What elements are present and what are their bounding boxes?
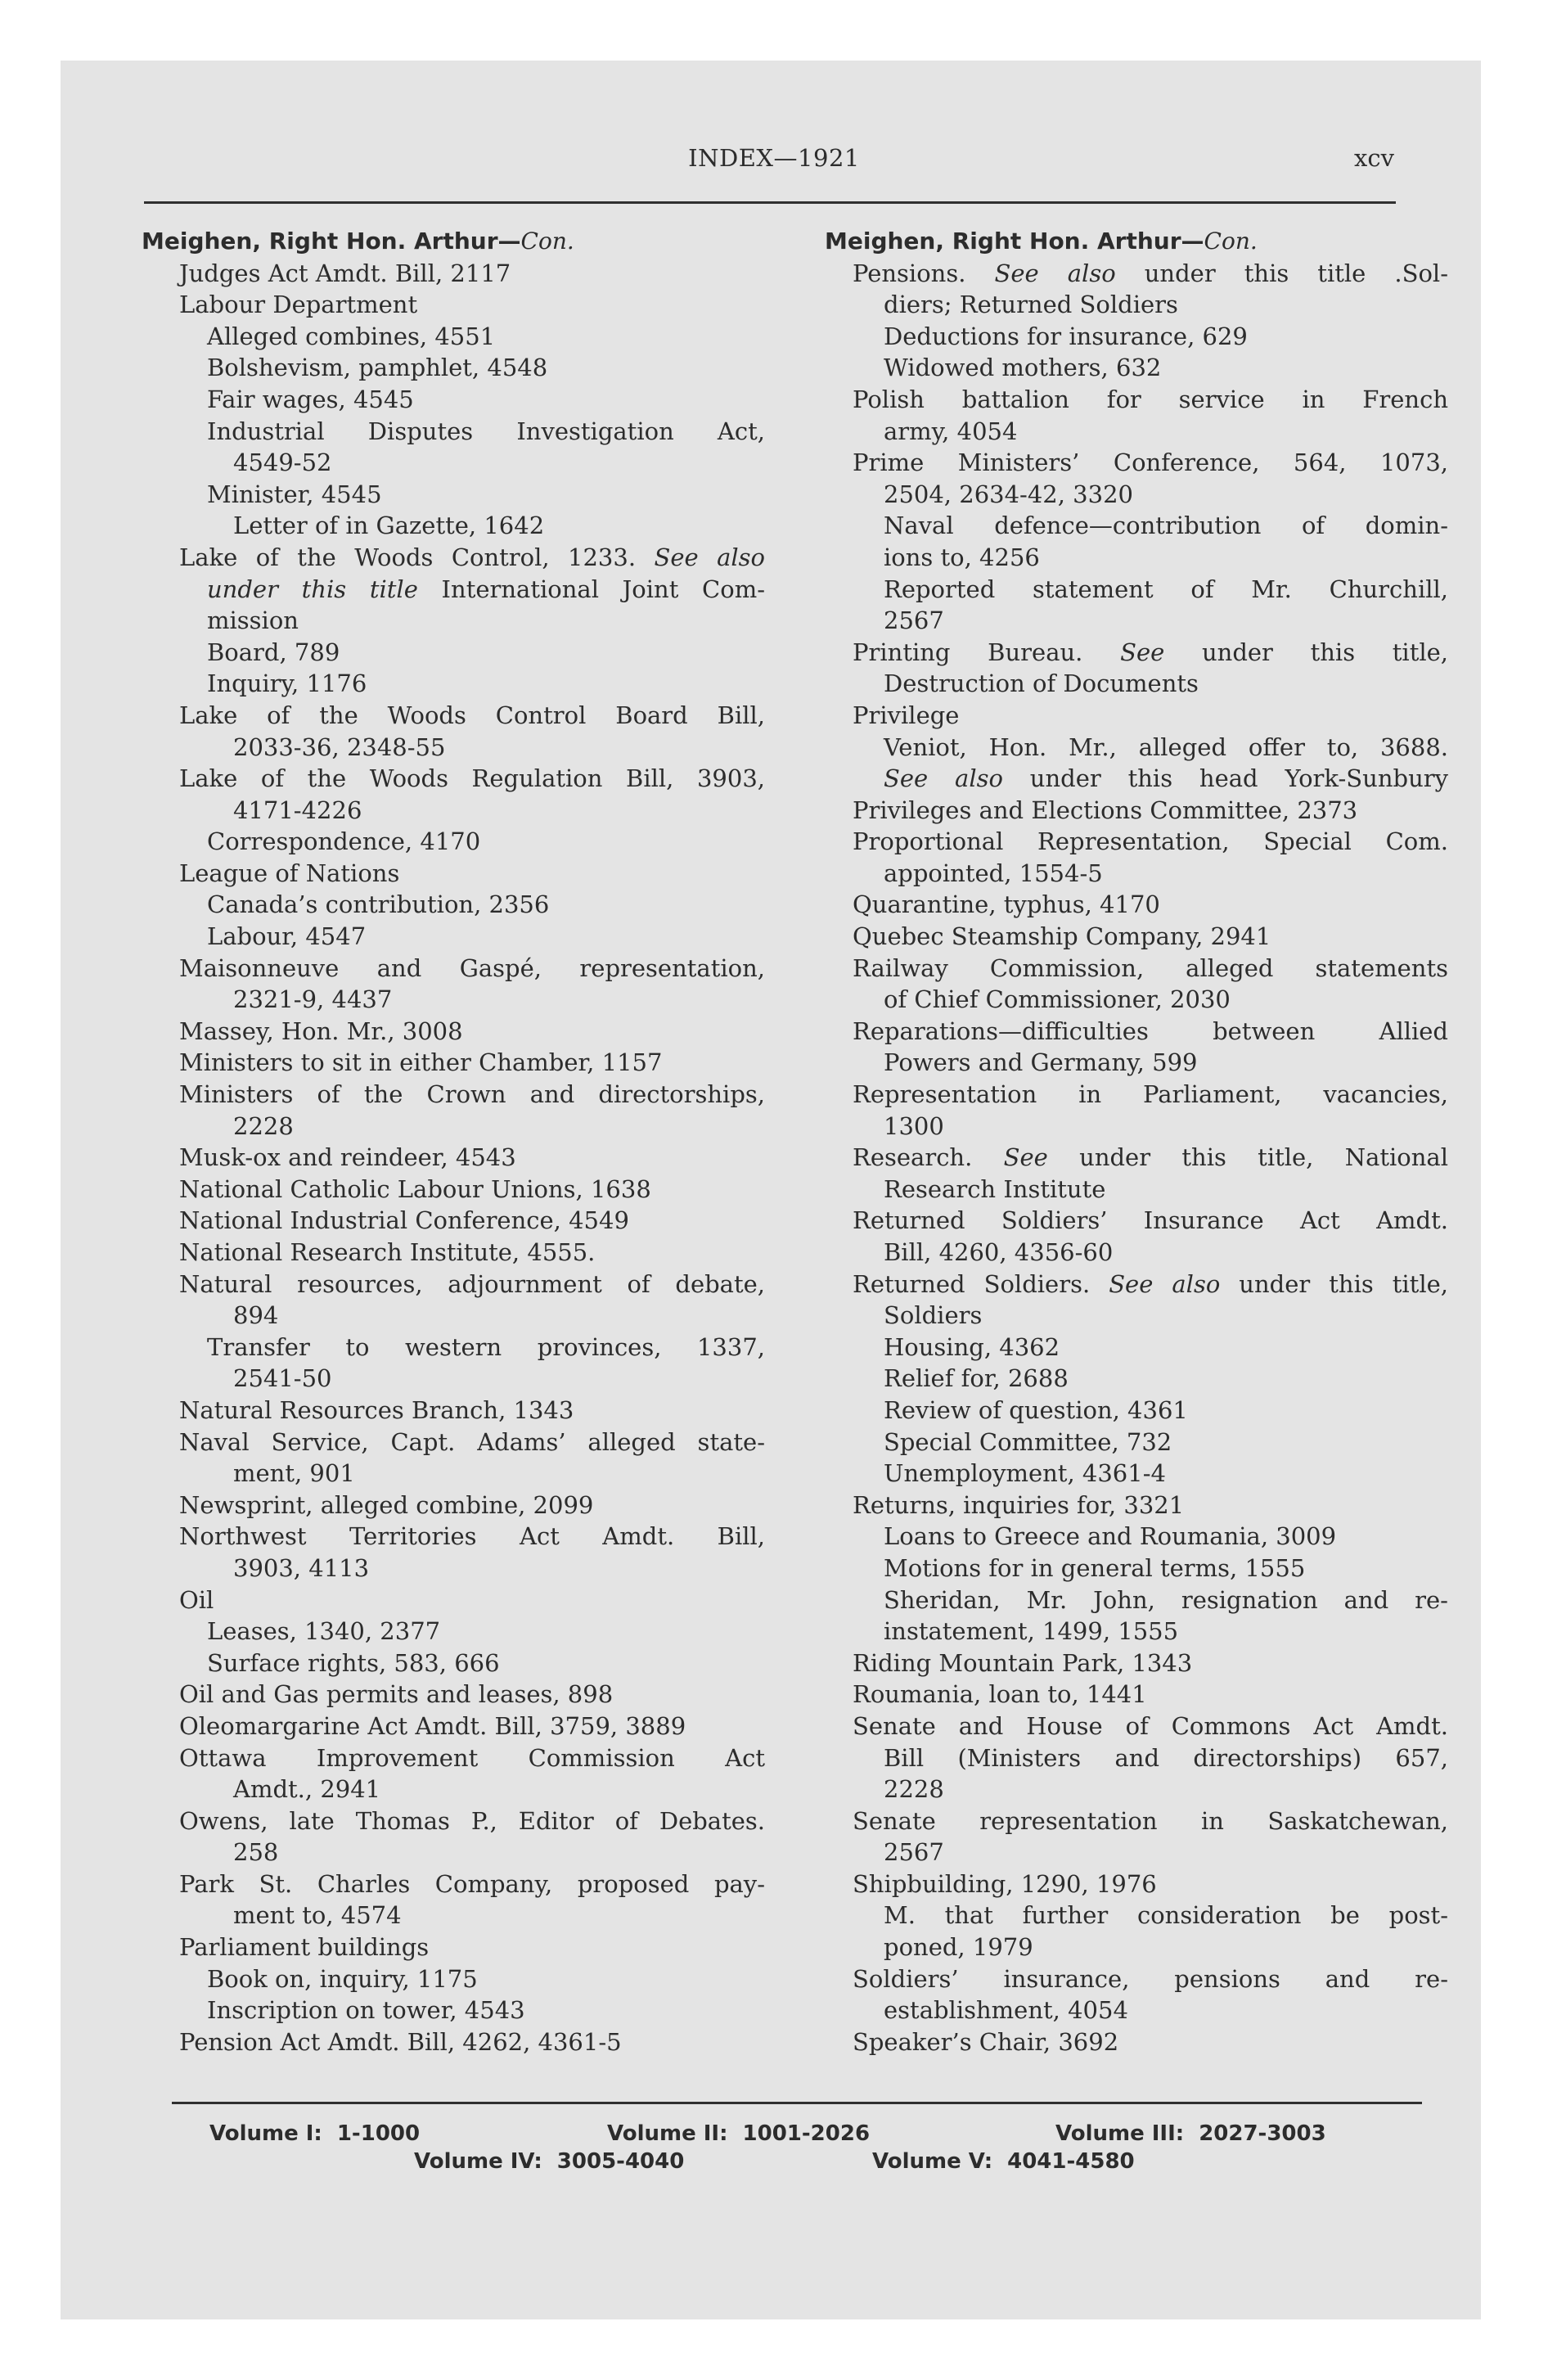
index-entry-line <box>825 352 1448 384</box>
volume-key: Volume I: 1-1000 <box>209 2121 421 2146</box>
header-rule <box>144 201 1396 204</box>
text-fragment: 2228 <box>884 1775 944 1804</box>
index-entry-line <box>142 889 765 921</box>
index-entry-line <box>825 858 1448 890</box>
index-entry-line <box>825 321 1448 353</box>
index-entry-line <box>142 510 765 542</box>
text-fragment: Soldiers <box>884 1301 983 1330</box>
text-fragment: Lake of the Woods Control Board Bill, <box>179 701 765 729</box>
italic-fragment: See also <box>994 259 1116 287</box>
text-fragment: National Industrial Conference, 4549 <box>179 1206 629 1235</box>
index-entry-line <box>825 1174 1448 1206</box>
volume-key: Volume II: 1001-2026 <box>607 2121 871 2146</box>
index-entry-line <box>142 858 765 890</box>
text-fragment: Sheridan, Mr. John, resignation and re- <box>884 1585 1448 1614</box>
index-entry-line <box>825 795 1448 827</box>
text-fragment: National Catholic Labour Unions, 1638 <box>179 1174 651 1203</box>
text-fragment: under this title .Sol- <box>1115 259 1448 287</box>
index-entry-line <box>825 384 1448 416</box>
text-fragment: Oil <box>179 1585 214 1614</box>
text-fragment: 2228 <box>233 1111 294 1140</box>
index-entry-line <box>142 826 765 858</box>
text-fragment: Polish battalion for service in French <box>853 385 1448 413</box>
text-fragment: Special Committee, 732 <box>884 1427 1172 1456</box>
index-entry-line <box>825 1427 1448 1458</box>
text-fragment: Deductions for insurance, 629 <box>884 322 1248 350</box>
text-fragment: diers; Returned Soldiers <box>884 291 1178 319</box>
index-entry-line <box>142 1047 765 1079</box>
text-fragment: Inquiry, 1176 <box>207 669 367 698</box>
text-fragment: Bolshevism, pamphlet, 4548 <box>207 354 548 382</box>
text-fragment: Surface rights, 583, 666 <box>207 1648 500 1677</box>
index-entry-line <box>142 1868 765 1900</box>
text-fragment: Leases, 1340, 2377 <box>207 1617 441 1646</box>
index-entry-line <box>825 1900 1448 1931</box>
text-fragment: Speaker’s Chair, 3692 <box>853 2027 1119 2056</box>
italic-fragment: See also <box>884 764 1003 793</box>
entry-list <box>142 258 765 2058</box>
text-fragment: Board, 789 <box>207 638 340 666</box>
index-entry-line <box>142 1584 765 1616</box>
text-fragment: establishment, 4054 <box>884 1996 1128 2025</box>
index-entry-line <box>825 1300 1448 1332</box>
text-fragment: 2504, 2634-42, 3320 <box>884 480 1133 508</box>
index-entry-line <box>825 1995 1448 2026</box>
text-fragment: Ministers of the Crown and directorships, <box>179 1080 765 1109</box>
entry-list <box>825 258 1448 2058</box>
text-fragment: 2033-36, 2348-55 <box>233 732 446 761</box>
index-entry-line <box>142 1111 765 1143</box>
text-fragment: appointed, 1554-5 <box>884 859 1103 887</box>
text-fragment: Parliament buildings <box>179 1933 430 1962</box>
text-fragment: Quarantine, typhus, 4170 <box>853 890 1160 919</box>
text-fragment: Massey, Hon. Mr., 3008 <box>179 1016 463 1045</box>
index-entry-line <box>142 637 765 669</box>
page-header-title: INDEX—1921 <box>688 144 860 172</box>
volume-key: Volume III: 2027-3003 <box>1055 2121 1326 2146</box>
text-fragment: 2541-50 <box>233 1364 332 1393</box>
index-entry-line <box>142 953 765 985</box>
footer-rule <box>172 2102 1422 2104</box>
index-entry-line <box>825 1363 1448 1395</box>
index-entry-line <box>142 1616 765 1648</box>
text-fragment: 4171-4226 <box>233 796 362 824</box>
index-entry-line <box>825 1269 1448 1300</box>
index-entry-line <box>825 1142 1448 1174</box>
index-entry-line <box>825 1805 1448 1837</box>
text-fragment: Correspondence, 4170 <box>207 827 481 856</box>
text-fragment: Transfer to western provinces, 1337, <box>207 1332 765 1361</box>
index-entry-line <box>825 1458 1448 1490</box>
text-fragment: Judges Act Amdt. Bill, 2117 <box>179 259 511 287</box>
index-entry-line <box>825 1648 1448 1679</box>
text-fragment: Naval Service, Capt. Adams’ alleged state- <box>179 1427 765 1456</box>
volume-key: Volume IV: 3005-4040 <box>414 2149 685 2174</box>
index-entry-line <box>142 1300 765 1332</box>
index-entry-line <box>142 1269 765 1300</box>
index-entry-line <box>142 1458 765 1490</box>
text-fragment: Canada’s contribution, 2356 <box>207 890 550 919</box>
index-entry-line <box>142 1490 765 1521</box>
index-entry-line <box>825 1205 1448 1237</box>
index-entry-line <box>142 1395 765 1427</box>
text-fragment: instatement, 1499, 1555 <box>884 1617 1179 1646</box>
index-entry-line <box>142 574 765 606</box>
index-entry-line <box>142 416 765 448</box>
text-fragment: Representation in Parliament, vacancies, <box>853 1080 1448 1109</box>
text-fragment: National Research Institute, 4555. <box>179 1238 596 1266</box>
index-entry-line <box>825 447 1448 479</box>
volume-key: Volume V: 4041-4580 <box>872 2149 1135 2174</box>
text-fragment: Natural resources, adjournment of debate, <box>179 1269 765 1298</box>
text-fragment: 3903, 4113 <box>233 1553 370 1582</box>
index-entry-line <box>825 416 1448 448</box>
index-entry-line <box>825 510 1448 542</box>
index-entry-line <box>142 1174 765 1206</box>
index-entry-line <box>825 1237 1448 1269</box>
text-fragment: Returned Soldiers. <box>853 1269 1109 1298</box>
text-fragment: Letter of in Gazette, 1642 <box>233 512 545 540</box>
text-fragment: Park St. Charles Company, proposed pay- <box>179 1869 765 1898</box>
index-entry-line <box>825 258 1448 290</box>
text-fragment: Bill (Ministers and directorships) 657, <box>884 1743 1448 1772</box>
text-fragment: Prime Ministers’ Conference, 564, 1073, <box>853 449 1448 477</box>
text-fragment: Minister, 4545 <box>207 480 382 508</box>
index-entry-line <box>142 352 765 384</box>
text-fragment: Lake of the Woods Control, 1233. <box>179 543 655 571</box>
index-entry-line <box>825 1332 1448 1364</box>
text-fragment: Housing, 4362 <box>884 1332 1060 1361</box>
index-entry-line <box>825 1963 1448 1995</box>
text-fragment: Unemployment, 4361-4 <box>884 1459 1166 1488</box>
text-fragment: Shipbuilding, 1290, 1976 <box>853 1869 1157 1898</box>
text-fragment: Bill, 4260, 4356-60 <box>884 1238 1114 1266</box>
text-fragment: M. that further consideration be post- <box>884 1901 1448 1930</box>
index-entry-line <box>825 1711 1448 1742</box>
index-entry-line <box>825 921 1448 953</box>
index-entry-line <box>142 258 765 290</box>
index-entry-line <box>825 1837 1448 1868</box>
index-entry-line <box>825 1616 1448 1648</box>
text-fragment: army, 4054 <box>884 417 1018 445</box>
text-fragment: Research. <box>853 1143 1004 1172</box>
index-entry-line <box>825 1774 1448 1805</box>
index-entry-line <box>142 763 765 795</box>
index-entry-line <box>142 732 765 764</box>
index-entry-line <box>825 668 1448 700</box>
index-entry-line <box>142 1648 765 1679</box>
index-entry-line <box>142 668 765 700</box>
index-entry-line <box>142 1742 765 1774</box>
text-fragment: League of Nations <box>179 859 400 887</box>
text-fragment: International Joint Com- <box>417 575 766 603</box>
index-entry-line <box>142 1774 765 1805</box>
index-entry-line <box>825 605 1448 637</box>
index-entry-line <box>825 1490 1448 1521</box>
text-fragment: Soldiers’ insurance, pensions and re- <box>853 1964 1448 1993</box>
text-fragment: Powers and Germany, 599 <box>884 1048 1198 1077</box>
index-entry-line <box>142 384 765 416</box>
text-fragment: Northwest Territories Act Amdt. Bill, <box>179 1522 765 1551</box>
text-fragment: under this title, National <box>1047 1143 1448 1172</box>
text-fragment: Roumania, loan to, 1441 <box>853 1680 1147 1709</box>
index-entry-line <box>142 1363 765 1395</box>
index-entry-line <box>825 542 1448 574</box>
italic-fragment: See <box>1120 638 1165 666</box>
text-fragment: Amdt., 2941 <box>233 1775 381 1804</box>
index-entry-line <box>142 1553 765 1584</box>
text-fragment: Riding Mountain Park, 1343 <box>853 1648 1193 1677</box>
text-fragment: Returns, inquiries for, 3321 <box>853 1490 1185 1519</box>
index-entry-line <box>825 574 1448 606</box>
text-fragment: Returned Soldiers’ Insurance Act Amdt. <box>853 1206 1448 1235</box>
text-fragment: Labour Department <box>179 291 418 319</box>
index-entry-line <box>142 984 765 1016</box>
text-fragment: Pensions. <box>853 259 995 287</box>
index-entry-line <box>825 1868 1448 1900</box>
index-entry-line <box>142 479 765 511</box>
index-entry-line <box>825 1111 1448 1143</box>
text-fragment: 258 <box>233 1838 279 1867</box>
index-entry-line <box>142 1016 765 1048</box>
index-entry-line <box>825 2026 1448 2058</box>
index-entry-line <box>825 1016 1448 1048</box>
index-entry-line <box>142 1205 765 1237</box>
text-fragment: Widowed mothers, 632 <box>884 354 1162 382</box>
index-entry-line <box>142 289 765 321</box>
text-fragment: Loans to Greece and Roumania, 3009 <box>884 1522 1337 1551</box>
index-entry-line <box>825 889 1448 921</box>
index-entry-line <box>825 1584 1448 1616</box>
index-entry-line <box>142 1332 765 1364</box>
text-fragment: Privileges and Elections Committee, 2373 <box>853 796 1358 824</box>
italic-fragment: See also <box>1109 1269 1221 1298</box>
text-fragment: mission <box>207 606 299 635</box>
index-entry-line <box>142 605 765 637</box>
index-entry-line <box>825 1079 1448 1111</box>
index-entry-line <box>142 1711 765 1742</box>
page-number: xcv <box>1354 144 1394 172</box>
index-entry-line <box>825 1679 1448 1711</box>
text-fragment: 2321-9, 4437 <box>233 985 393 1014</box>
index-entry-line <box>825 700 1448 732</box>
italic-fragment: See also <box>654 543 765 571</box>
index-entry-line <box>142 1142 765 1174</box>
index-entry-line <box>142 321 765 353</box>
text-fragment: Newsprint, alleged combine, 2099 <box>179 1490 594 1519</box>
index-entry-line <box>142 921 765 953</box>
text-fragment: under this head York-Sunbury <box>1002 764 1448 793</box>
index-entry-line <box>142 1931 765 1963</box>
index-entry-line <box>825 289 1448 321</box>
text-fragment: Ottawa Improvement Commission Act <box>179 1743 765 1772</box>
index-entry-line <box>142 1900 765 1931</box>
text-fragment: Proportional Representation, Special Com. <box>853 827 1448 856</box>
text-fragment: Labour, 4547 <box>207 922 367 951</box>
text-fragment: Musk-ox and reindeer, 4543 <box>179 1143 516 1172</box>
index-entry-line <box>142 1995 765 2026</box>
index-column-right <box>825 226 1448 2058</box>
text-fragment: Industrial Disputes Investigation Act, <box>207 417 765 445</box>
text-fragment: ment, 901 <box>233 1459 355 1488</box>
index-entry-line <box>825 953 1448 985</box>
italic-fragment: under this title <box>207 575 418 603</box>
text-fragment: Destruction of Documents <box>884 669 1199 698</box>
text-fragment: 4549-52 <box>233 449 332 477</box>
index-entry-line <box>142 700 765 732</box>
index-entry-line <box>142 1805 765 1837</box>
text-fragment: Ministers to sit in either Chamber, 1157 <box>179 1048 663 1077</box>
column-heading: Meighen, Right Hon. Arthur—Con. <box>142 228 574 255</box>
text-fragment: 1300 <box>884 1111 944 1140</box>
index-entry-line <box>142 2026 765 2058</box>
index-entry-line <box>825 1521 1448 1553</box>
index-entry-line <box>825 1553 1448 1584</box>
index-entry-line <box>825 984 1448 1016</box>
index-entry-line <box>825 637 1448 669</box>
text-fragment: Naval defence—contribution of domin- <box>884 512 1448 540</box>
index-entry-line <box>142 1427 765 1458</box>
index-entry-line <box>142 1521 765 1553</box>
text-fragment: Alleged combines, 4551 <box>207 322 496 350</box>
text-fragment: Oleomargarine Act Amdt. Bill, 3759, 3889 <box>179 1711 686 1740</box>
text-fragment: Relief for, 2688 <box>884 1364 1069 1393</box>
text-fragment: Lake of the Woods Regulation Bill, 3903, <box>179 764 765 793</box>
index-entry-line <box>142 542 765 574</box>
index-entry-line <box>142 795 765 827</box>
text-fragment: Senate representation in Saskatchewan, <box>853 1806 1448 1835</box>
text-fragment: Inscription on tower, 4543 <box>207 1996 525 2025</box>
text-fragment: Quebec Steamship Company, 2941 <box>853 922 1271 951</box>
text-fragment: of Chief Commissioner, 2030 <box>884 985 1231 1014</box>
index-entry-line <box>142 1079 765 1111</box>
text-fragment: Reported statement of Mr. Churchill, <box>884 575 1448 603</box>
text-fragment: Printing Bureau. <box>853 638 1121 666</box>
text-fragment: Natural Resources Branch, 1343 <box>179 1395 574 1424</box>
index-entry-line <box>825 1931 1448 1963</box>
text-fragment: Oil and Gas permits and leases, 898 <box>179 1680 614 1709</box>
index-entry-line <box>142 1837 765 1868</box>
text-fragment: Reparations—difficulties between Allied <box>853 1016 1448 1045</box>
index-entry-line <box>142 1963 765 1995</box>
text-fragment: Review of question, 4361 <box>884 1395 1188 1424</box>
index-column-left <box>142 226 765 2058</box>
text-fragment: Senate and House of Commons Act Amdt. <box>853 1711 1448 1740</box>
text-fragment: under this title, <box>1164 638 1449 666</box>
text-fragment: Privilege <box>853 701 960 729</box>
index-entry-line <box>142 1679 765 1711</box>
index-entry-line <box>825 763 1448 795</box>
text-fragment: Fair wages, 4545 <box>207 385 414 413</box>
text-fragment: Veniot, Hon. Mr., alleged offer to, 3688. <box>884 732 1448 761</box>
italic-fragment: See <box>1003 1143 1048 1172</box>
index-entry-line <box>142 1237 765 1269</box>
index-entry-line <box>825 1395 1448 1427</box>
text-fragment: ions to, 4256 <box>884 543 1040 571</box>
index-entry-line <box>825 1742 1448 1774</box>
index-entry-line <box>825 1047 1448 1079</box>
text-fragment: Motions for in general terms, 1555 <box>884 1553 1306 1582</box>
text-fragment: 2567 <box>884 606 944 635</box>
text-fragment: Book on, inquiry, 1175 <box>207 1964 478 1993</box>
text-fragment: 894 <box>233 1301 279 1330</box>
index-entry-line <box>825 826 1448 858</box>
index-entry-line <box>825 732 1448 764</box>
text-fragment: poned, 1979 <box>884 1933 1033 1962</box>
text-fragment: Pension Act Amdt. Bill, 4262, 4361-5 <box>179 2027 622 2056</box>
text-fragment: Owens, late Thomas P., Editor of Debates. <box>179 1806 765 1835</box>
text-fragment: under this title, <box>1220 1269 1448 1298</box>
text-fragment: Railway Commission, alleged statements <box>853 953 1448 982</box>
text-fragment: 2567 <box>884 1838 944 1867</box>
text-fragment: Research Institute <box>884 1174 1106 1203</box>
text-fragment: Maisonneuve and Gaspé, representation, <box>179 953 765 982</box>
text-fragment: ment to, 4574 <box>233 1901 402 1930</box>
index-entry-line <box>142 447 765 479</box>
index-entry-line <box>825 479 1448 511</box>
column-heading: Meighen, Right Hon. Arthur—Con. <box>825 228 1258 255</box>
